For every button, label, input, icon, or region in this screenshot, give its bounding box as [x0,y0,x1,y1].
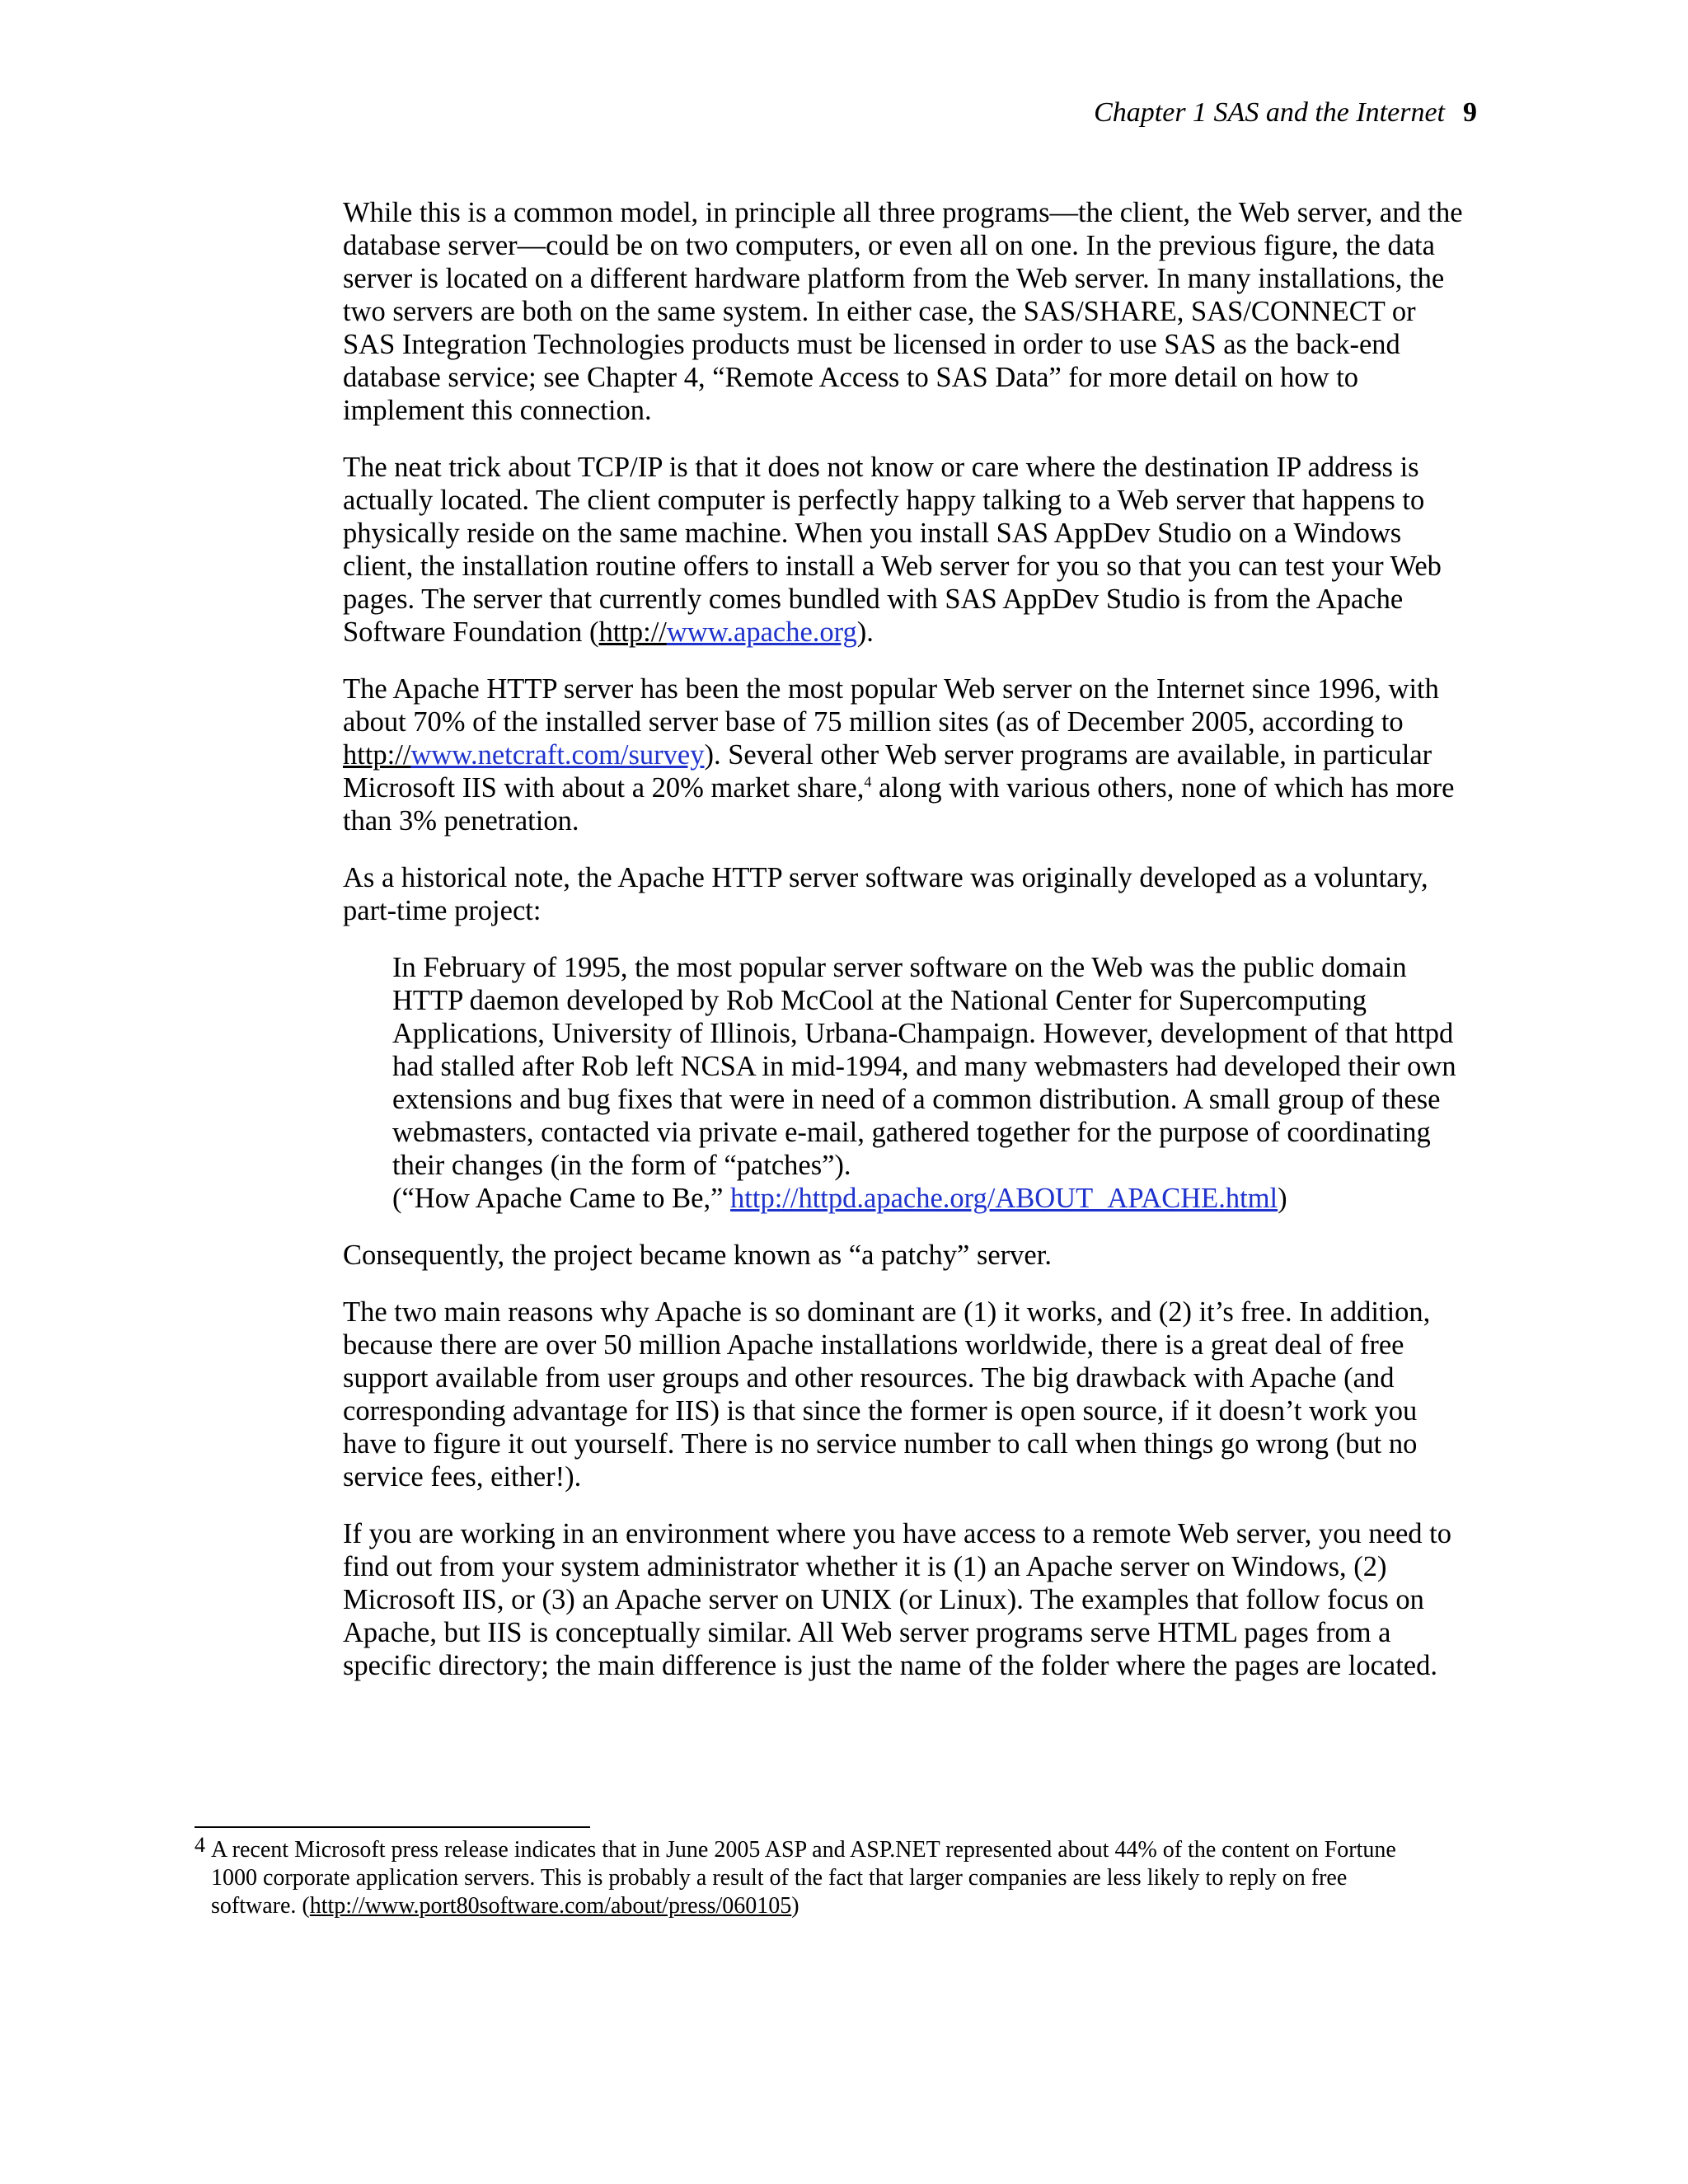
paragraph-3: The Apache HTTP server has been the most popular Web server on the Internet since 1996, with about 70% of the installed server base of 75 million sites (as of December 2005, according to http://www.netcraft.com/survey). Several other Web server programs are available, in particular Microsoft IIS with about a 20% market share,$^4$ along with various others, none of which has more than 3% penetration. [343,673,1455,837]
paragraph-2: The neat trick about TCP/IP is that it does not know or care where the destination IP address is actually located. The client computer is perfectly happy talking to a Web server that happens to physically reside on the same machine. When you install SAS AppDev Studio on a Windows client, the installation routine offers to install a Web server for you so that you can test your Web pages. The server that currently comes bundled with SAS AppDev Studio is from the Apache Software Foundation (http://www.apache.org). [343,452,1442,648]
running-header [1094,97,1477,129]
footnote-text: A recent Microsoft press release indicates that in June 2005 ASP and ASP.NET represented about 44% of the content on Fortune 1000 corporate application servers. This is probably a result of the fact that larger companies are less likely to reply on free software. (http://www.port80software.com/about/press/060105) [211,1837,1396,1919]
paragraph-5: Consequently, the project became known as “a patchy” server. [343,1240,1052,1271]
paragraph-1: While this is a common model, in principle all three programs—the client, the Web server, and the database server—could be on two computers, or even all on one. In the previous figure, the data server is located on a different hardware platform from the Web server. In many installations, the two servers are both on the same system. In either case, the SAS/SHARE, SAS/CONNECT or SAS Integration Technologies products must be licensed in order to use SAS as the back-end database service; see Chapter 4, “Remote Access to SAS Data” for more detail on how to implement this connection. [343,197,1463,426]
netcraft-link-prefix[interactable]: http:// [343,739,411,771]
about-apache-link[interactable]: http://httpd.apache.org/ABOUT_APACHE.html [730,1183,1278,1214]
paragraph-7: If you are working in an environment where you have access to a remote Web server, you need to find out from your system administrator whether it is (1) an Apache server on Windows, (2) Microsoft IIS, or (3) an Apache server on UNIX (or Linux). The examples that follow focus on Apache, but IIS is conceptually similar. All Web server programs serve HTML pages from a specific directory; the main difference is just the name of the folder where the pages are located. [343,1518,1452,1681]
netcraft-link[interactable]: www.netcraft.com/survey [410,739,705,771]
page-number: 9 [1463,97,1477,128]
chapter-title: Chapter 1 SAS and the Internet [1094,97,1445,128]
footnote-divider [195,1826,590,1828]
body-text [343,196,1472,1706]
footnote [195,1833,1431,1920]
port80-link[interactable]: http://www.port80software.com/about/press/060105 [309,1893,792,1919]
paragraph-6: The two main reasons why Apache is so dominant are (1) it works, and (2) it’s free. In addition, because there are over 50 million Apache installations worldwide, there is a great deal of free support available from user groups and other resources. The big drawback with Apache (and corresponding advantage for IIS) is that since the former is open source, if it doesn’t work you have to figure it out yourself. There is no service number to call when things go wrong (but no service fees, either!). [343,1296,1431,1493]
block-quote [392,951,1472,1215]
paragraph-4: As a historical note, the Apache HTTP server software was originally developed as a voluntary, part-time project: [343,862,1428,926]
quote-citation: (“How Apache Came to Be,” http://httpd.apache.org/ABOUT_APACHE.html) [392,1183,1287,1214]
apache-link[interactable]: www.apache.org [666,616,857,648]
footnote-reference[interactable]: 4 [864,773,872,790]
quote-text: In February of 1995, the most popular server software on the Web was the public domain HTTP daemon developed by Rob McCool at the National Center for Supercomputing Applications, University of Illinois, Urbana-Champaign. However, development of that httpd had stalled after Rob left NCSA in mid-1994, and many webmasters had developed their own extensions and bug fixes that were in need of a common distribution. A small group of these webmasters, contacted via private e-mail, gathered together for the purpose of coordinating their changes (in the form of “patches”). [392,952,1456,1181]
apache-link-prefix[interactable]: http:// [598,616,667,648]
footnote-mark: 4 [195,1833,205,1857]
